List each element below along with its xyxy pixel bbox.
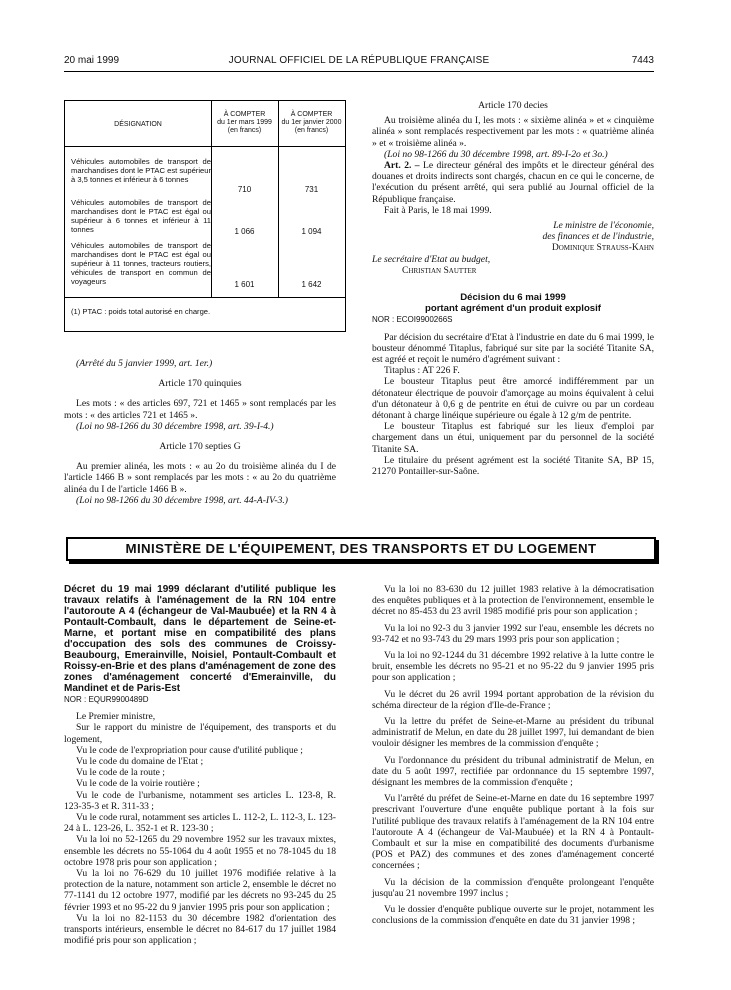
paragraph: Au premier alinéa, les mots : « au 2o du troisième alinéa du I de l'article 1466 B » sont remplacés par les mots : « au 2o du quatrième alinéa du I de l'article 1466 B ».: [64, 461, 336, 495]
decret-nor: NOR : EQUR9900489D: [64, 695, 149, 704]
header-rule: [64, 71, 654, 72]
visa-paragraph: Vu le code rural, notamment ses articles L. 112-2, L. 112-3, L. 123-24 à L. 123-26, L. 352-1 et R. 123-30 ;: [64, 812, 336, 835]
table-cell-2000: 1 642: [301, 280, 322, 289]
paragraph: Le bousteur Titaplus peut être amorcé indifféremment par un détonateur électrique de pouvoir d'amorçage au moins équivalent à celui d'un détonateur à 0,6 g de pentrite en étui de cuivre ou par un cordeau détonant à charge linéique supérieure ou égale à 12 g/m de pentrite.: [372, 376, 654, 422]
table-cell-1999: 1 601: [234, 280, 255, 289]
visa-paragraph: Vu la loi no 76-629 du 10 juillet 1976 modifiée relative à la protection de la nature, notamment son article 2, ensemble le décret no 77-1141 du 12 octobre 1977, modifié par les décrets no 93-245 du 25 février 1993 et no 95-22 du 9 janvier 1995 pris pour son application ;: [64, 868, 336, 913]
paragraph: Au troisième alinéa du I, les mots : « sixième alinéa » et « cinquième alinéa » sont remplacés respectivement par les mots : « quatrième alinéa » et « troisième alinéa ».: [372, 115, 654, 149]
header-title: JOURNAL OFFICIEL DE LA RÉPUBLIQUE FRANÇAISE: [228, 55, 490, 66]
article-heading: Article 170 septies G: [159, 441, 241, 453]
table-header-1999: À COMPTER du 1er mars 1999 (en francs): [217, 111, 272, 134]
header-date: 20 mai 1999: [64, 55, 120, 66]
page-header: [64, 55, 654, 69]
table-cell-2000: 731: [304, 185, 319, 194]
right-top-column: [372, 100, 654, 477]
visa-paragraph: Le Premier ministre,: [76, 711, 156, 723]
secretary-title: Le secrétaire d'Etat au budget,: [372, 253, 491, 265]
visa-paragraph: Vu la loi no 92-1244 du 31 décembre 1992 relative à la lutte contre le bruit, ensemble les décrets no 95-21 et no 95-22 du 9 janvier 1995 pris pour son application ;: [372, 650, 654, 684]
arrete-reference: (Arrêté du 5 janvier 1999, art. 1er.): [76, 358, 213, 369]
visa-paragraph: Vu la décision de la commission d'enquête prolongeant l'enquête jusqu'au 21 novembre 1997 inclus ;: [372, 876, 654, 899]
table-footnote: (1) PTAC : poids total autorisé en charge.: [71, 307, 211, 316]
minister-title: Le ministre de l'économie,: [553, 220, 654, 232]
left-top-column: [64, 358, 336, 506]
paragraph: Titaplus : AT 226 F.: [384, 365, 460, 377]
table-header-2000: À COMPTER du 1er janvier 2000 (en francs): [281, 111, 342, 134]
secretary-name: Christian Sautter: [402, 264, 477, 276]
article-heading: Article 170 quinquies: [158, 378, 242, 390]
visa-paragraph: Vu la loi no 92-3 du 3 janvier 1992 sur l'eau, ensemble les décrets no 93-742 et no 93-743 du 29 mars 1993 pris pour son application ;: [372, 622, 654, 645]
table-bottom-rule: [65, 297, 345, 298]
visa-paragraph: Vu l'arrêté du préfet de Seine-et-Marne en date du 16 septembre 1997 prescrivant l'ouverture d'une enquête publique portant à la fois sur l'utilité publique des travaux relatifs à l'aménagement de la RN 104 entre l'autoroute A 4 (échangeur de Val-Maubuée) et la RN 4 à Pontault-Combault et sur la mise en compatibilité des documents d'urbanisme (POS et PAZ) des communes et des zones d'aménagement concerté concernées ;: [372, 793, 654, 872]
decret-title: Décret du 19 mai 1999 déclarant d'utilité publique les travaux relatifs à l'aménagement de la RN 104 entre l'autoroute A 4 (échangeur de Val-Maubuée) et la RN 4 à Pontault-Combault, dans le département de Seine-et-Marne, et portant mise en compatibilité des plans d'occupation des sols des communes de Croissy-Beaubourg, Emerainville, Noisiel, Pontault-Combault et Roissy-en-Brie et des plans d'aménagement de zone des zones d'aménagement concerté d'Emerainville, du Mandinet et de Paris-Est: [64, 584, 336, 694]
loi-reference: (Loi no 98-1266 du 30 décembre 1998, art. 44-A-IV-3.): [76, 494, 289, 506]
table-header-rule: [65, 146, 345, 147]
table-header-designation: DÉSIGNATION: [114, 121, 162, 128]
visa-paragraph: Vu la loi no 52-1265 du 29 novembre 1952 sur les travaux mixtes, ensemble les décrets no 55-1064 du 4 août 1955 et no 78-1045 du 18 octobre 1978 pris pour son application ;: [64, 834, 336, 868]
visa-paragraph: Vu l'ordonnance du président du tribunal administratif de Melun, en date du 5 août 1997, rectifiée par ordonnance du 15 septembre 1997, désignant les membres de la commission d'enquête ;: [372, 754, 654, 789]
article-2-label: Art. 2. –: [384, 160, 420, 172]
visa-paragraph: Vu le dossier d'enquête publique ouverte sur le projet, notamment les conclusions de la commission d'enquête en date du 31 janvier 1998 ;: [372, 904, 654, 927]
loi-reference: (Loi no 98-1266 du 30 décembre 1998, art. 39-I-4.): [76, 420, 274, 432]
signature-date: Fait à Paris, le 18 mai 1999.: [384, 204, 492, 216]
paragraph: Les mots : « des articles 697, 721 et 1465 » sont remplacés par les mots : « des articles 721 et 1465 ».: [64, 398, 336, 421]
table-cell-1999: 1 066: [234, 227, 255, 236]
visa-paragraph: Vu le code de l'expropriation pour cause d'utilité publique ;: [76, 744, 303, 756]
decret-left-column: [64, 584, 336, 946]
visa-paragraph: Vu le code de la route ;: [76, 767, 165, 779]
header-page-number: 7443: [631, 55, 654, 66]
article-2-text: Le directeur général des impôts et le directeur général des douanes et droits indirects sont chargés, chacun en ce qui le concerne, de l'exécution du présent arrêté, qui sera publié au Journal officiel de la République française.: [372, 160, 654, 205]
visa-paragraph: Sur le rapport du ministre de l'équipement, des transports et du logement,: [64, 722, 336, 745]
loi-reference: (Loi no 98-1266 du 30 décembre 1998, art. 89-I-2o et 3o.): [384, 148, 608, 160]
visa-paragraph: Vu le code du domaine de l'Etat ;: [76, 756, 204, 768]
decision-nor: NOR : ECOI9900266S: [372, 315, 453, 325]
paragraph: Par décision du secrétaire d'Etat à l'industrie en date du 6 mai 1999, le bousteur dénommé Titaplus, fabriqué sur site par la société Titanite SA, est agréé et reçoit le numéro d'agrément suivant :: [372, 331, 654, 366]
visa-paragraph: Vu le code de l'urbanisme, notamment ses articles L. 123-8, R. 123-35-3 et R. 311-33 ;: [64, 789, 336, 812]
article-heading: Article 170 decies: [478, 100, 548, 111]
visa-paragraph: Vu le code de la voirie routière ;: [76, 778, 200, 790]
tariff-table: [64, 100, 346, 332]
article-2: [372, 160, 654, 205]
decret-right-column: [372, 584, 654, 926]
paragraph: Le bousteur Titaplus est fabriqué sur les lieux d'emploi par chargement dans un étui, uniquement par du personnel de la société Titanite SA.: [372, 421, 654, 455]
ministry-banner: MINISTÈRE DE L'ÉQUIPEMENT, DES TRANSPORTS ET DU LOGEMENT: [66, 537, 656, 561]
decision-title: portant agrément d'un produit explosif: [424, 303, 602, 315]
paragraph: Le titulaire du présent agrément est la société Titanite SA, BP 15, 21270 Pontailler-sur-Saône.: [372, 454, 654, 478]
table-row-designation: Véhicules automobiles de transport de marchandises dont le PTAC est supérieur à 3,5 tonnes et inférieur à 6 tonnes: [71, 157, 211, 184]
table-cell-2000: 1 094: [301, 227, 322, 236]
visa-paragraph: Vu le décret du 26 avril 1994 portant approbation de la révision du schéma directeur de la région d'Ile-de-France ;: [372, 688, 654, 711]
visa-paragraph: Vu la loi no 83-630 du 12 juillet 1983 relative à la démocratisation des enquêtes publiques et à la protection de l'environnement, ensemble le décret no 85-453 du 23 avril 1985 modifié pris pour son application ;: [372, 584, 654, 618]
table-row-designation: Véhicules automobiles de transport de marchandises dont le PTAC est égal ou supérieur à 6 tonnes et inférieur à 11 tonnes: [71, 198, 211, 234]
minister-title: des finances et de l'industrie,: [542, 231, 654, 243]
visa-paragraph: Vu la lettre du préfet de Seine-et-Marne au président du tribunal administratif de Melun, en date du 28 juillet 1997, lui demandant de bien vouloir désigner les membres de la commission d'enquête ;: [372, 716, 654, 750]
decision-title: Décision du 6 mai 1999: [460, 292, 566, 304]
table-cell-1999: 710: [237, 185, 252, 194]
table-row-designation: Véhicules automobiles de transport de marchandises dont le PTAC est égal ou supérieur à 11 tonnes, tracteurs routiers, véhicules de transport en commun de voyageurs: [71, 241, 211, 286]
visa-paragraph: Vu la loi no 82-1153 du 30 décembre 1982 d'orientation des transports intérieurs, ensemble le décret no 84-617 du 17 juillet 1984 modifié pris pour son application ;: [64, 912, 336, 947]
minister-name: Dominique Strauss-Kahn: [551, 242, 654, 254]
